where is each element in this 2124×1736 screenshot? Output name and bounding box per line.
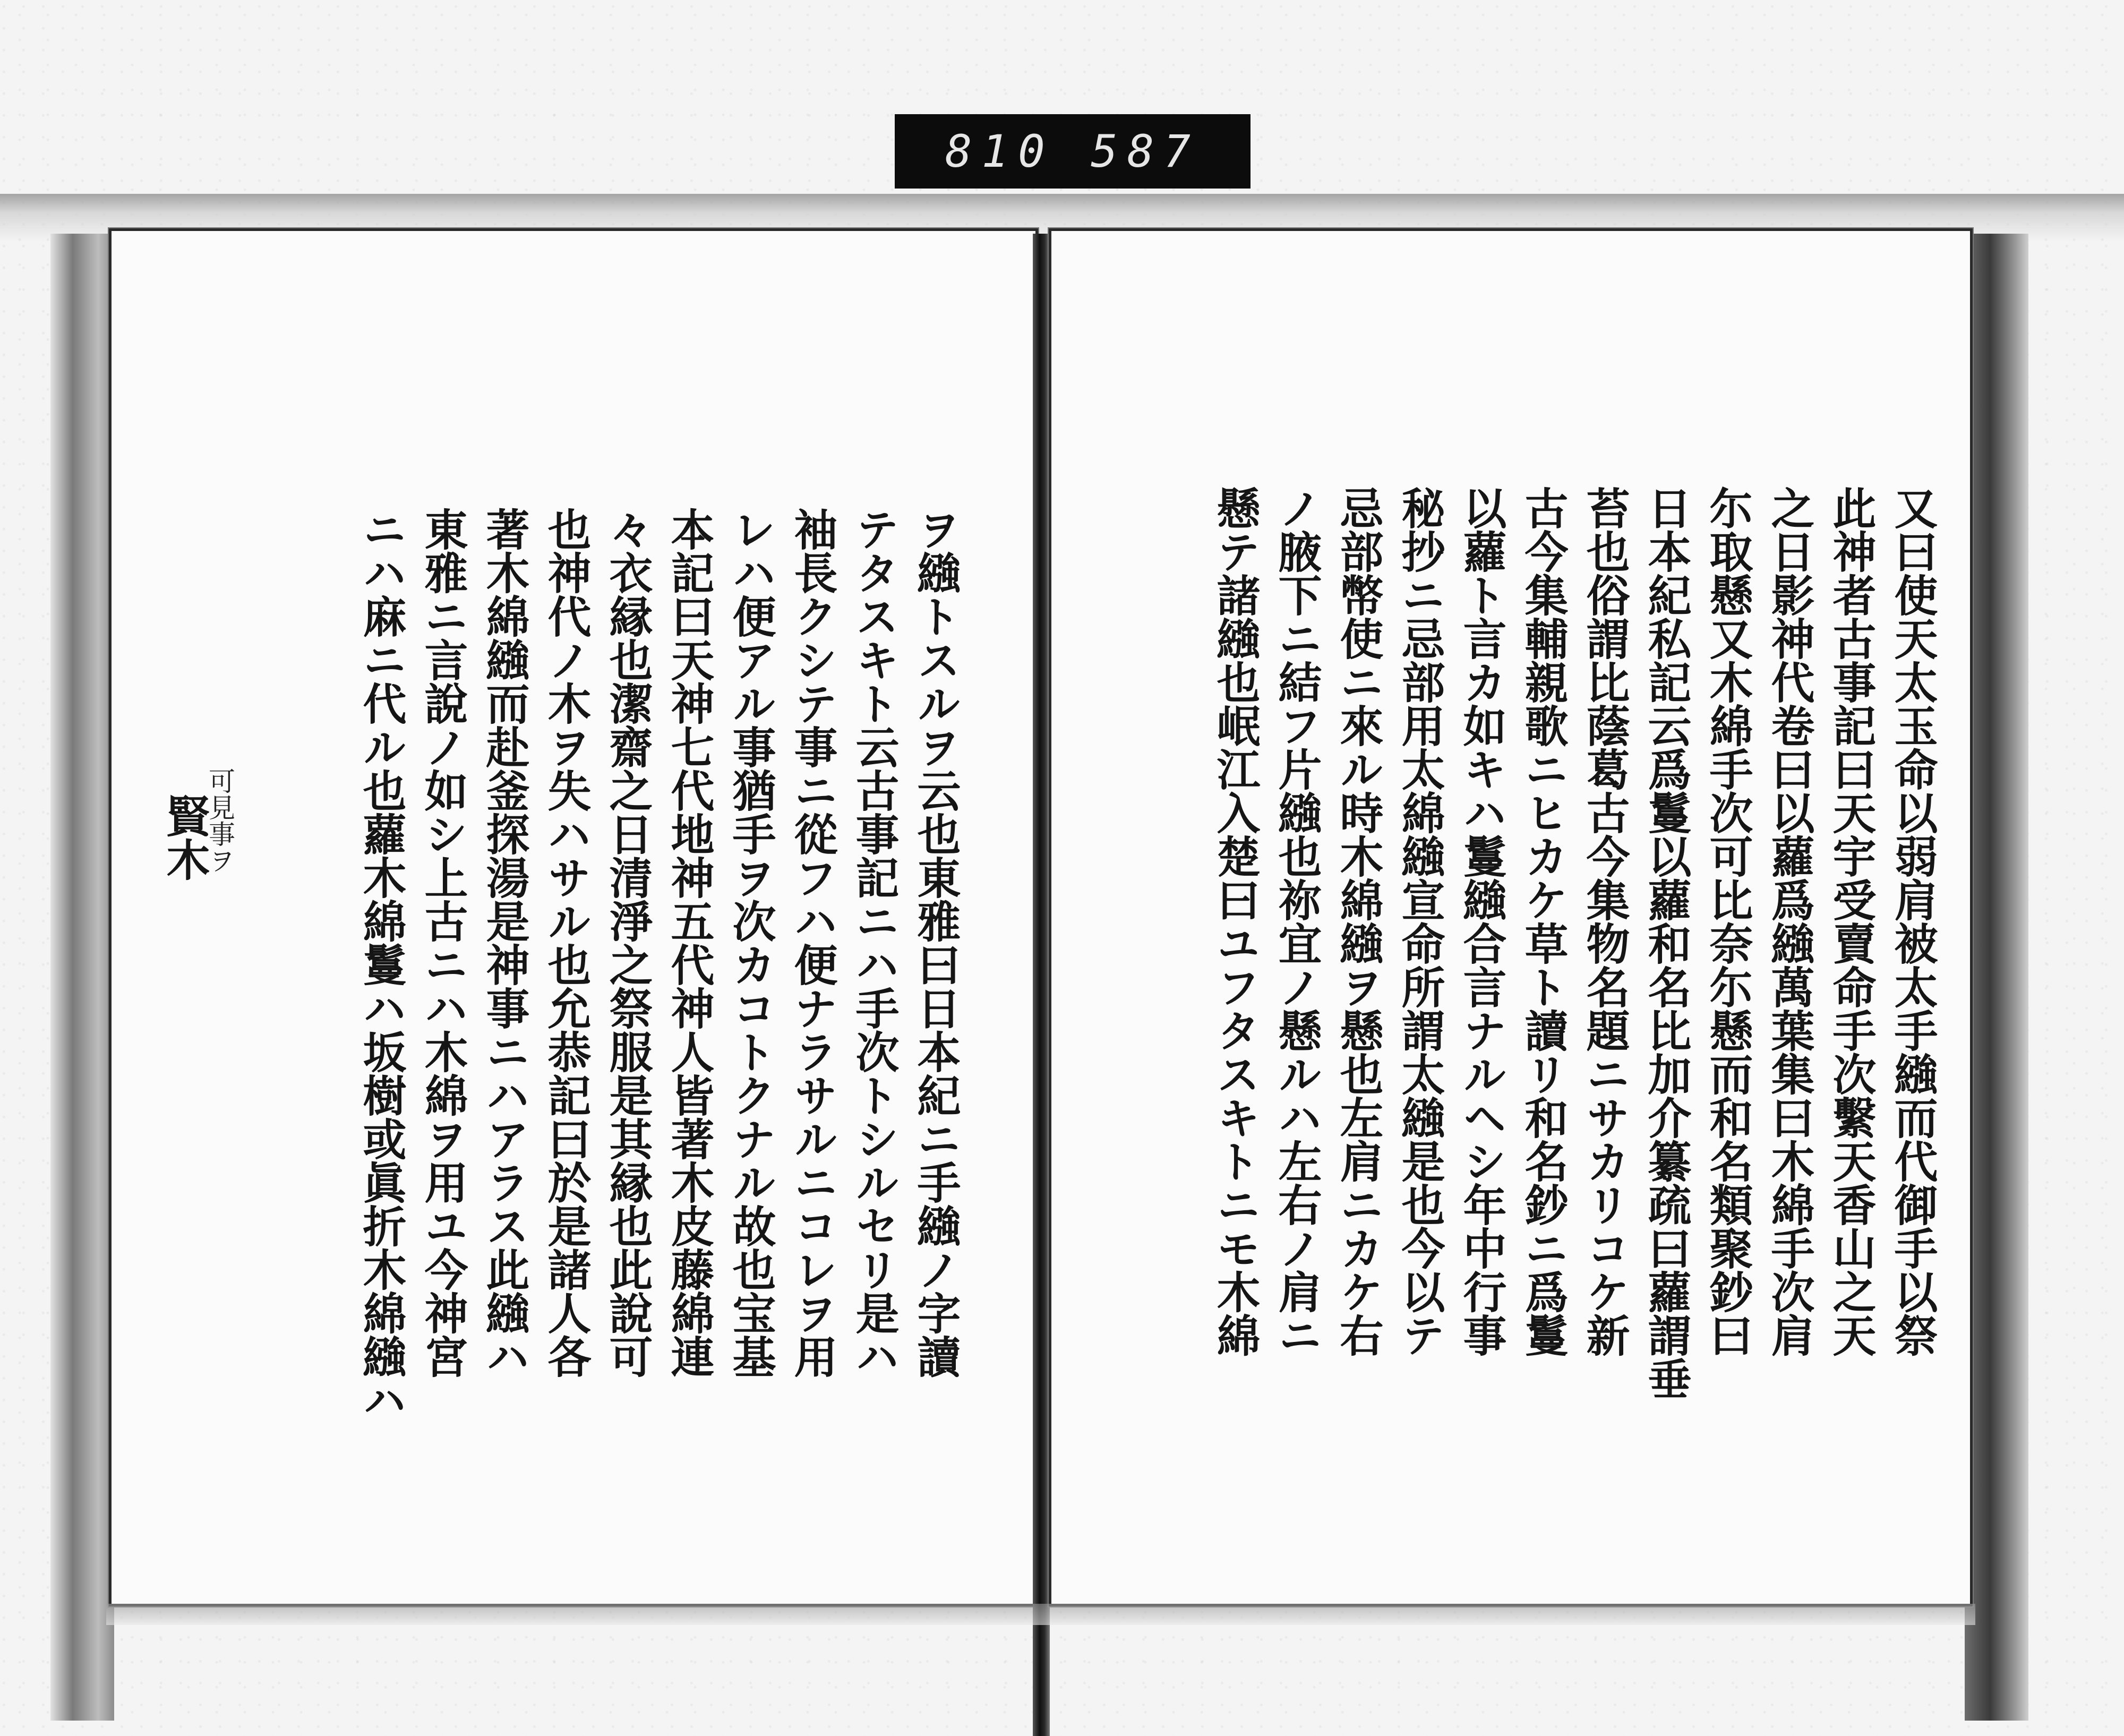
right-page-text: 又曰使天太玉命以弱肩被太手繈而代御手以祭 此神者古事記曰天宇受賣命手次繫天香山之天 之日影神代卷曰以蘿爲繈萬葉集曰木綿手次肩 尓取懸又木綿手次可比奈尓懸而和名類聚鈔曰 日本紀私記云爲鬘以蘿和名比加介纂疏曰蘿謂垂 苔也俗謂比蔭葛古今集物名題ニサカリコケ新 古今集輔親歌ニヒカケ草ト讀リ和名鈔ニ爲鬘 以蘿ト言カ如キハ鬘繈合言ナルヘシ年中行事 秘抄ニ忌部用太綿繈宣命所謂太繈是也今以テ 忌部幣使ニ來ル時木綿繈ヲ懸也左肩ニカケ右 ノ腋下ニ結フ片繈也祢宜ノ懸ルハ左右ノ肩ニ 懸テ諸繈也岷江入楚曰ユフタスキトニモ木綿 xyxy=(1210,486,1938,1400)
book-gutter xyxy=(1033,234,1050,1736)
right-page xyxy=(1049,228,1973,1606)
left-page xyxy=(109,228,1038,1606)
bottom-edge xyxy=(106,1604,1975,1625)
call-number-label: 810 587 xyxy=(895,114,1251,189)
left-page-text: ヲ繈トスルヲ云也東雅曰日本紀ニ手繈ノ字讀 テタスキト云古事記ニハ手次トシルセリ是ハ 袖長クシテ事ニ從フハ便ナラサルニコレヲ用 レハ便アル事猶手ヲ次カコトクナル故也宝基 本記曰天神七代地神五代神人皆著木皮藤綿連 々衣縁也潔齋之日清淨之祭服是其縁也此說可 也神代ノ木ヲ失ハサル也允恭記曰於是諸人各 著木綿繈而赴釜探湯是神事ニハアラス此繈ハ 東雅ニ言說ノ如シ上古ニハ木綿ヲ用ユ今神宮 ニハ麻ニ代ル也蘿木綿鬘ハ坂樹或眞折木綿繈ハ xyxy=(356,507,961,1422)
right-cover-edge xyxy=(1965,234,2028,1721)
left-page-note: 可見事ヲ xyxy=(204,767,235,874)
left-page-heading: 賢木 xyxy=(159,794,210,881)
left-cover-edge xyxy=(50,234,114,1721)
